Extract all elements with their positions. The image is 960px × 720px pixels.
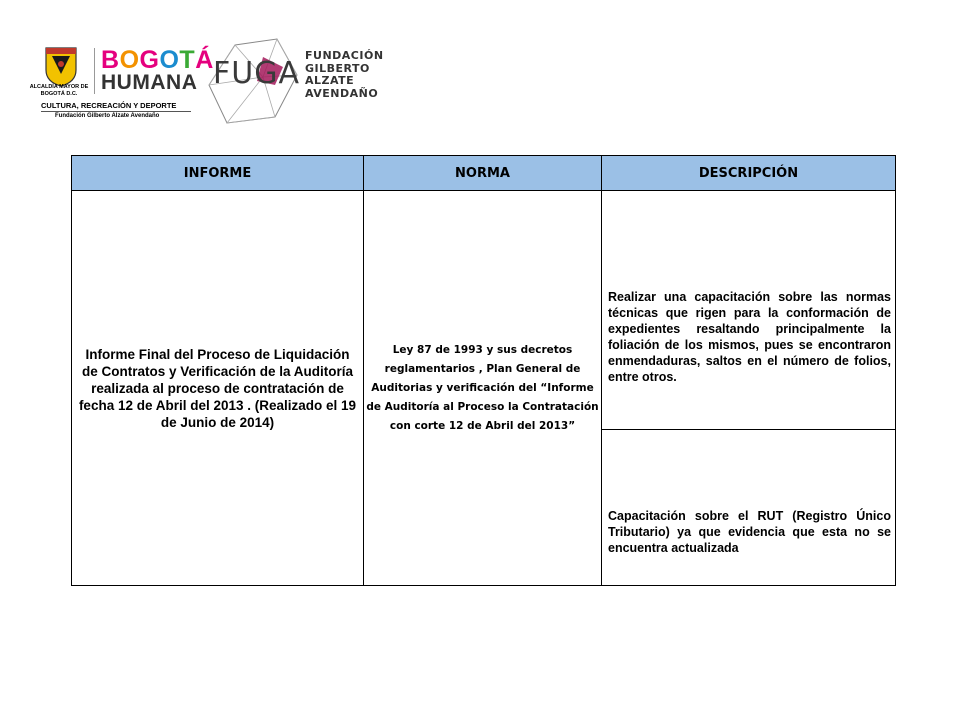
descripcion-text: Realizar una capacitación sobre las normas técnicas que rigen para la conformación de expedientes resaltando principalmente la foliación de los mismos, pues se encontraron enmendaduras, saltos en el número de folios, entre otros. — [608, 289, 891, 384]
report-table — [71, 155, 896, 586]
descripcion-cell — [602, 191, 896, 430]
bogota-humana-logo — [101, 46, 214, 94]
fuga-name-line: FUNDACIÓN — [305, 49, 384, 62]
alcaldia-text: ALCALDÍA MAYOR DE BOGOTÁ D.C. — [29, 84, 89, 97]
fuga-name-line: AVENDAÑO — [305, 86, 379, 100]
sector-subtitle: Fundación Gilberto Alzate Avendaño — [55, 113, 160, 119]
bogota-logo-line1: BOGOTÁ — [101, 46, 214, 74]
informe-cell — [72, 191, 364, 586]
informe-text: Informe Final del Proceso de Liquidación de Contratos y Verificación de la Auditoría realizada al proceso de contratación de fecha 12 de Abril del 2013 . (Realizado el 19 de Junio de 2014) — [78, 346, 357, 430]
descripcion-cell — [602, 430, 896, 586]
fuga-name-block — [305, 50, 384, 100]
norma-text: Ley 87 de 1993 y sus decretos reglamentarios , Plan General de Auditorias y verificación del “Informe de Auditoría al Proceso la Contratación con corte 12 de Abril del 2013” — [366, 343, 599, 432]
sector-text: CULTURA, RECREACIÓN Y DEPORTE — [41, 101, 177, 110]
header-descripcion: DESCRIPCIÓN — [602, 156, 896, 191]
fuga-name-line: ALZATE — [305, 74, 355, 87]
fuga-name-line: GILBERTO — [305, 61, 370, 75]
table-row — [72, 191, 896, 430]
fuga-wordmark: FUGA — [213, 56, 300, 91]
norma-cell — [364, 191, 602, 586]
header-informe: INFORME — [72, 156, 364, 191]
table-header-row — [72, 156, 896, 191]
descripcion-text: Capacitación sobre el RUT (Registro Único Tributario) ya que evidencia que esta no se encuentra actualizada — [608, 508, 891, 555]
header-norma: NORMA — [364, 156, 602, 191]
logo-divider — [94, 48, 95, 94]
sector-divider — [41, 111, 191, 112]
bogota-logo-line2: HUMANA — [101, 71, 198, 94]
